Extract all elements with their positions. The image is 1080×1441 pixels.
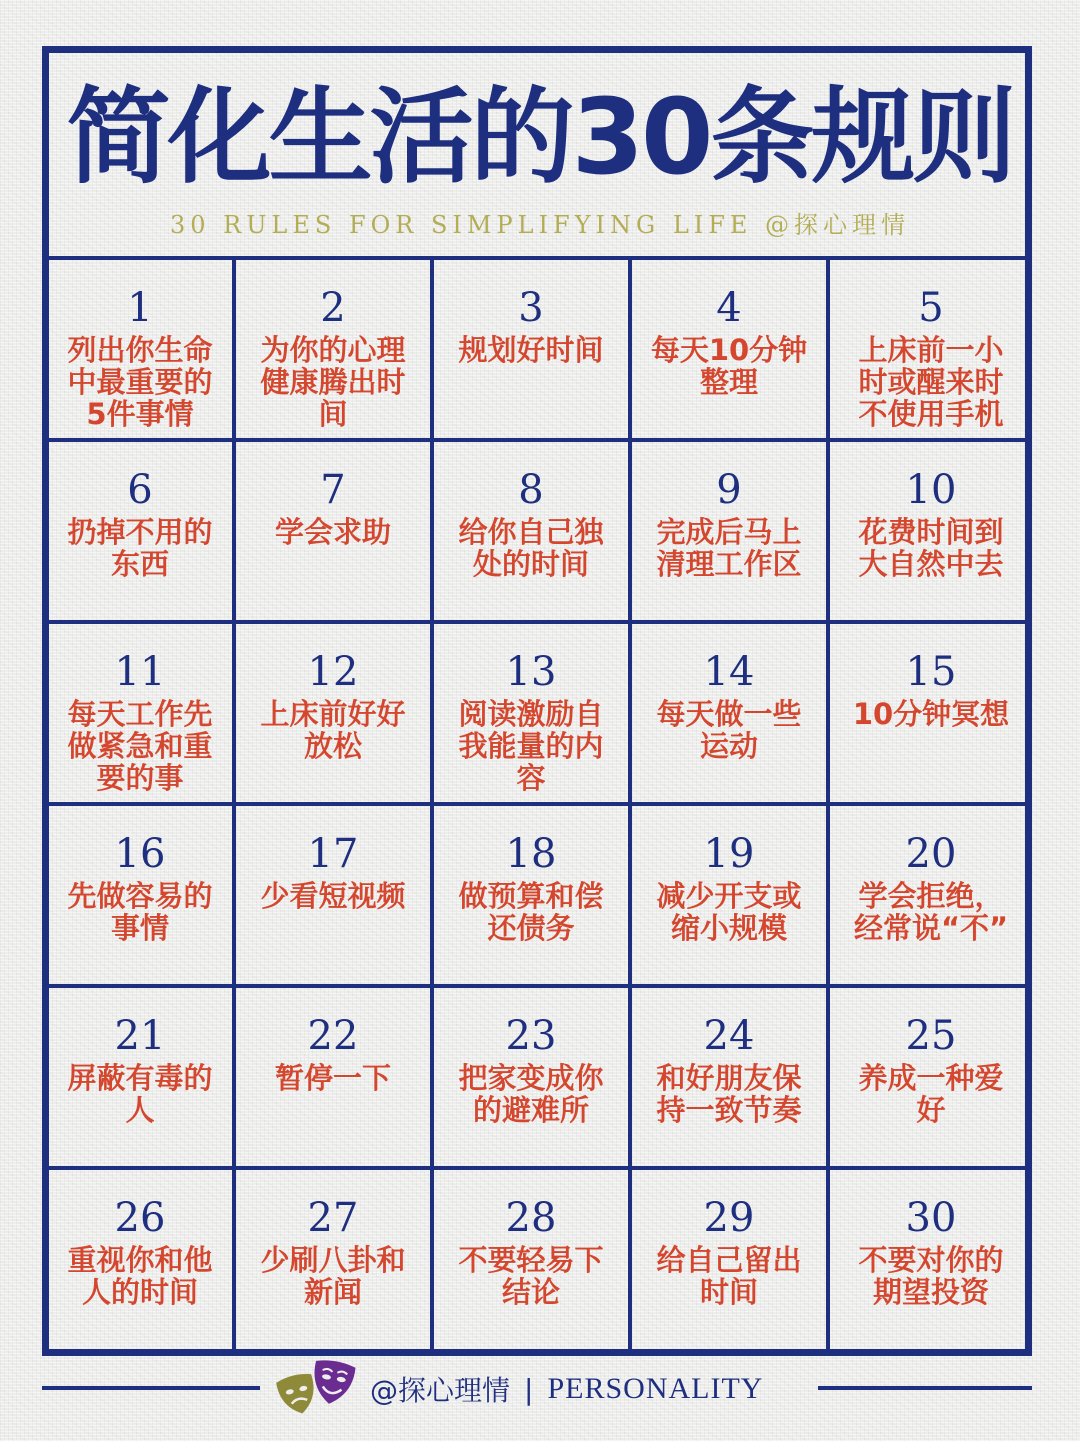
- rule-text: 和好朋友保持一致节奏: [656, 1061, 802, 1127]
- rule-number: 21: [114, 1013, 166, 1059]
- rule-number: 16: [114, 831, 166, 877]
- page-title: 简化生活的30条规则: [66, 76, 1014, 198]
- rule-text: 花费时间到大自然中去: [858, 515, 1004, 581]
- rule-cell: [632, 442, 830, 624]
- rule-cell: [632, 988, 830, 1170]
- rule-cell: [830, 988, 1032, 1170]
- rule-cell: [632, 806, 830, 988]
- rule-number: 23: [505, 1013, 557, 1059]
- rule-number: 5: [918, 285, 944, 331]
- rule-text: 减少开支或缩小规模: [656, 879, 802, 945]
- rule-text: 每天10分钟整理: [650, 333, 808, 399]
- rule-text: 每天做一些运动: [656, 697, 802, 763]
- rule-number: 25: [905, 1013, 957, 1059]
- footer-tag: PERSONALITY: [547, 1372, 764, 1405]
- rule-number: 19: [703, 831, 755, 877]
- rule-number: 12: [307, 649, 359, 695]
- rule-cell: [632, 1170, 830, 1352]
- footer-divider-left: [42, 1386, 260, 1390]
- rule-number: 13: [505, 649, 557, 695]
- rule-cell: [48, 442, 236, 624]
- rule-text: 学会拒绝，经常说“不”: [853, 879, 1009, 945]
- rule-cell: [236, 260, 434, 442]
- rule-text: 把家变成你的避难所: [458, 1061, 604, 1127]
- rule-text: 养成一种爱好: [858, 1061, 1004, 1127]
- rule-cell: [434, 442, 632, 624]
- rule-text: 每天工作先做紧急和重要的事: [67, 697, 213, 795]
- rule-number: 4: [716, 285, 742, 331]
- rule-cell: [236, 806, 434, 988]
- rule-cell: [632, 260, 830, 442]
- rule-cell: [434, 988, 632, 1170]
- rule-number: 27: [307, 1195, 359, 1241]
- rule-text: 上床前一小时或醒来时不使用手机: [858, 333, 1004, 431]
- rule-text: 列出你生命中最重要的5件事情: [67, 333, 213, 431]
- rule-number: 22: [307, 1013, 359, 1059]
- rule-text: 先做容易的事情: [67, 879, 213, 945]
- rule-number: 29: [703, 1195, 755, 1241]
- rules-grid: [48, 256, 1032, 1354]
- rule-cell: [434, 1170, 632, 1352]
- rule-number: 7: [320, 467, 346, 513]
- rule-number: 28: [505, 1195, 557, 1241]
- rule-cell: [48, 624, 236, 806]
- rule-text: 少看短视频: [260, 879, 406, 913]
- rule-cell: [830, 806, 1032, 988]
- rule-number: 11: [114, 649, 166, 695]
- rule-cell: [434, 806, 632, 988]
- rule-text: 给你自己独处的时间: [458, 515, 604, 581]
- rule-cell: [236, 1170, 434, 1352]
- footer-divider-right: [818, 1386, 1032, 1390]
- rule-cell: [632, 624, 830, 806]
- rule-text: 少刷八卦和新闻: [260, 1243, 406, 1309]
- rule-text: 给自己留出时间: [656, 1243, 802, 1309]
- rule-text: 重视你和他人的时间: [67, 1243, 213, 1309]
- page-subtitle: 30 RULES FOR SIMPLIFYING LIFE @探心理情: [169, 211, 911, 239]
- rule-number: 24: [703, 1013, 755, 1059]
- rule-cell: [48, 260, 236, 442]
- rule-cell: [434, 260, 632, 442]
- rule-number: 10: [905, 467, 957, 513]
- rule-cell: [830, 442, 1032, 624]
- rule-cell: [236, 442, 434, 624]
- rule-text: 屏蔽有毒的人: [67, 1061, 213, 1127]
- rule-text: 扔掉不用的东西: [67, 515, 213, 581]
- rule-cell: [236, 624, 434, 806]
- rule-number: 8: [518, 467, 544, 513]
- rule-text: 暂停一下: [274, 1061, 391, 1095]
- rule-text: 不要轻易下结论: [458, 1243, 604, 1309]
- rule-number: 15: [905, 649, 957, 695]
- rule-text: 10分钟冥想: [852, 697, 1010, 731]
- footer-brand: @探心理情: [370, 1374, 511, 1407]
- rule-cell: [48, 988, 236, 1170]
- rule-number: 3: [518, 285, 544, 331]
- rule-text: 完成后马上清理工作区: [656, 515, 802, 581]
- rule-text: 上床前好好放松: [260, 697, 406, 763]
- rule-text: 为你的心理健康腾出时间: [260, 333, 406, 431]
- footer: [272, 1362, 812, 1416]
- rule-cell: [830, 1170, 1032, 1352]
- rule-cell: [48, 1170, 236, 1352]
- rule-cell: [48, 806, 236, 988]
- rule-cell: [236, 988, 434, 1170]
- rule-number: 26: [114, 1195, 166, 1241]
- rule-cell: [830, 260, 1032, 442]
- rule-text: 不要对你的期望投资: [858, 1243, 1004, 1309]
- rule-number: 30: [905, 1195, 957, 1241]
- rule-number: 2: [320, 285, 346, 331]
- rule-number: 1: [127, 285, 153, 331]
- rule-text: 规划好时间: [458, 333, 604, 367]
- rule-text: 阅读激励自我能量的内容: [458, 697, 604, 795]
- footer-separator: |: [524, 1372, 534, 1406]
- rule-text: 做预算和偿还债务: [458, 879, 604, 945]
- rule-number: 18: [505, 831, 557, 877]
- rule-cell: [830, 624, 1032, 806]
- rule-number: 17: [307, 831, 359, 877]
- rule-number: 14: [703, 649, 755, 695]
- rule-text: 学会求助: [274, 515, 391, 549]
- theater-masks-icon: [272, 1358, 364, 1420]
- rule-number: 20: [905, 831, 957, 877]
- rule-number: 6: [127, 467, 153, 513]
- rule-number: 9: [716, 467, 742, 513]
- rule-cell: [434, 624, 632, 806]
